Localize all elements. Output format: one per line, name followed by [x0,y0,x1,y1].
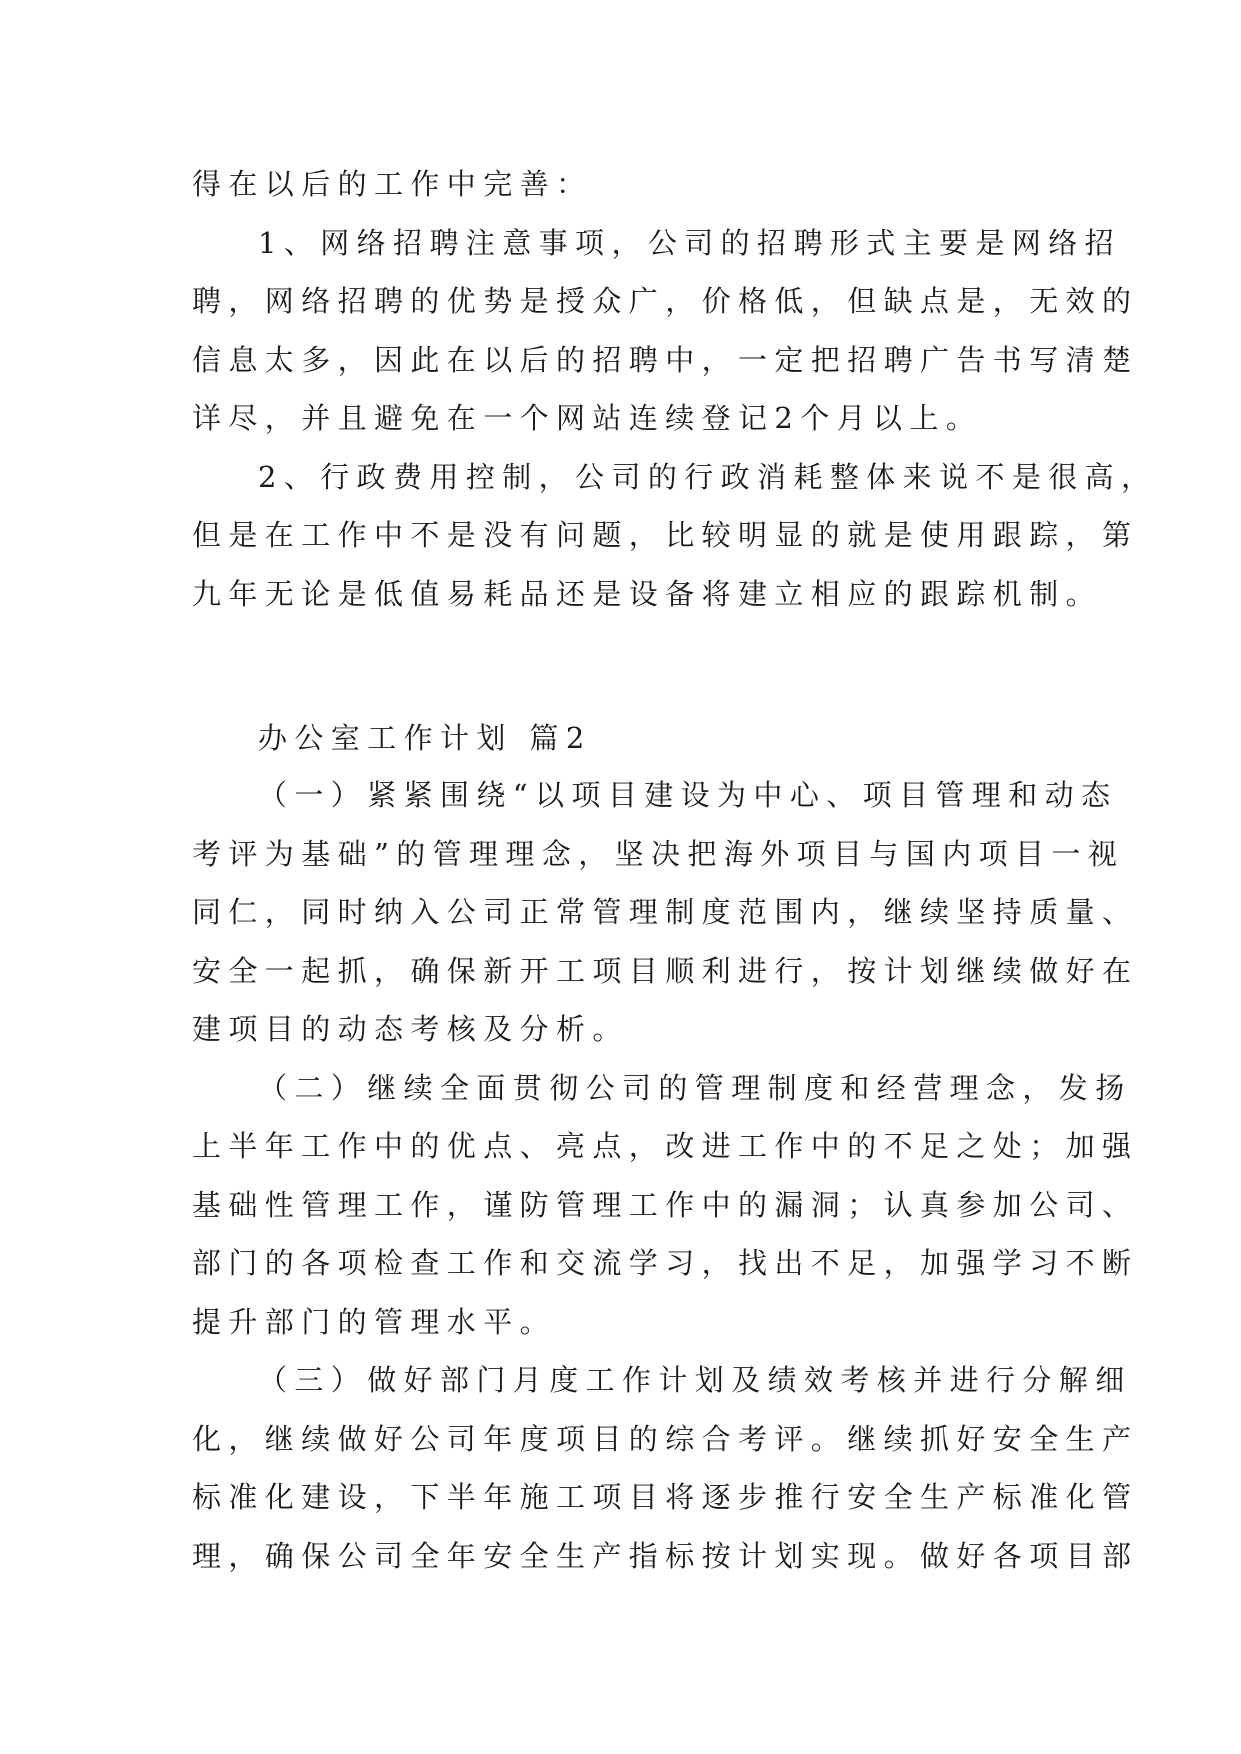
paragraph-line: 考评为基础”的管理理念，坚决把海外项目与国内项目一视 [192,836,1125,871]
paragraph-line: 但是在工作中不是没有问题，比较明显的就是使用跟踪，第 [192,518,1139,552]
document-body [192,155,1158,1585]
paragraph-line: 信息太多，因此在以后的招聘中，一定把招聘广告书写清楚 [192,342,1139,377]
paragraph-line: 得在以后的工作中完善： [192,167,593,201]
section-heading: 办公室工作计划 篇2 [258,721,592,755]
paragraph-line: 化，继续做好公司年度项目的综合考评。继续抓好安全生产 [192,1421,1139,1456]
paragraph-line: （一）紧紧围绕“以项目建设为中心、项目管理和动态 [258,778,1118,812]
paragraph-line: 同仁，同时纳入公司正常管理制度范围内，继续坚持质量、 [192,895,1139,929]
section-gap [192,623,1072,710]
paragraph-line: 上半年工作中的优点、亮点，改进工作中的不足之处；加强 [192,1129,1139,1163]
paragraph-line: 提升部门的管理水平。 [192,1304,557,1339]
paragraph-line: （三）做好部门月度工作计划及绩效考核并进行分解细 [258,1363,1132,1397]
paragraph-line: 2、行政费用控制，公司的行政消耗整体来说不是很高， [258,459,1158,494]
paragraph-line: 建项目的动态考核及分析。 [192,1012,629,1046]
paragraph-line: 标准化建设，下半年施工项目将逐步推行安全生产标准化管 [192,1480,1139,1514]
paragraph-line: 聘，网络招聘的优势是授众广，价格低，但缺点是，无效的 [192,284,1139,318]
paragraph-line: 基础性管理工作，谨防管理工作中的漏洞；认真参加公司、 [192,1187,1139,1222]
paragraph-line: 部门的各项检查工作和交流学习，找出不足，加强学习不断 [192,1246,1139,1280]
paragraph-line: 详尽，并且避免在一个网站连续登记2个月以上。 [192,401,983,435]
paragraph-line: （二）继续全面贯彻公司的管理制度和经营理念，发扬 [258,1070,1132,1105]
paragraph-line: 九年无论是低值易耗品还是设备将建立相应的跟踪机制。 [192,576,1103,611]
paragraph-line: 理，确保公司全年安全生产指标按计划实现。做好各项目部 [192,1538,1139,1573]
paragraph-line: 安全一起抓，确保新开工项目顺利进行，按计划继续做好在 [192,953,1139,988]
paragraph-line: 1、网络招聘注意事项，公司的招聘形式主要是网络招 [258,225,1122,260]
